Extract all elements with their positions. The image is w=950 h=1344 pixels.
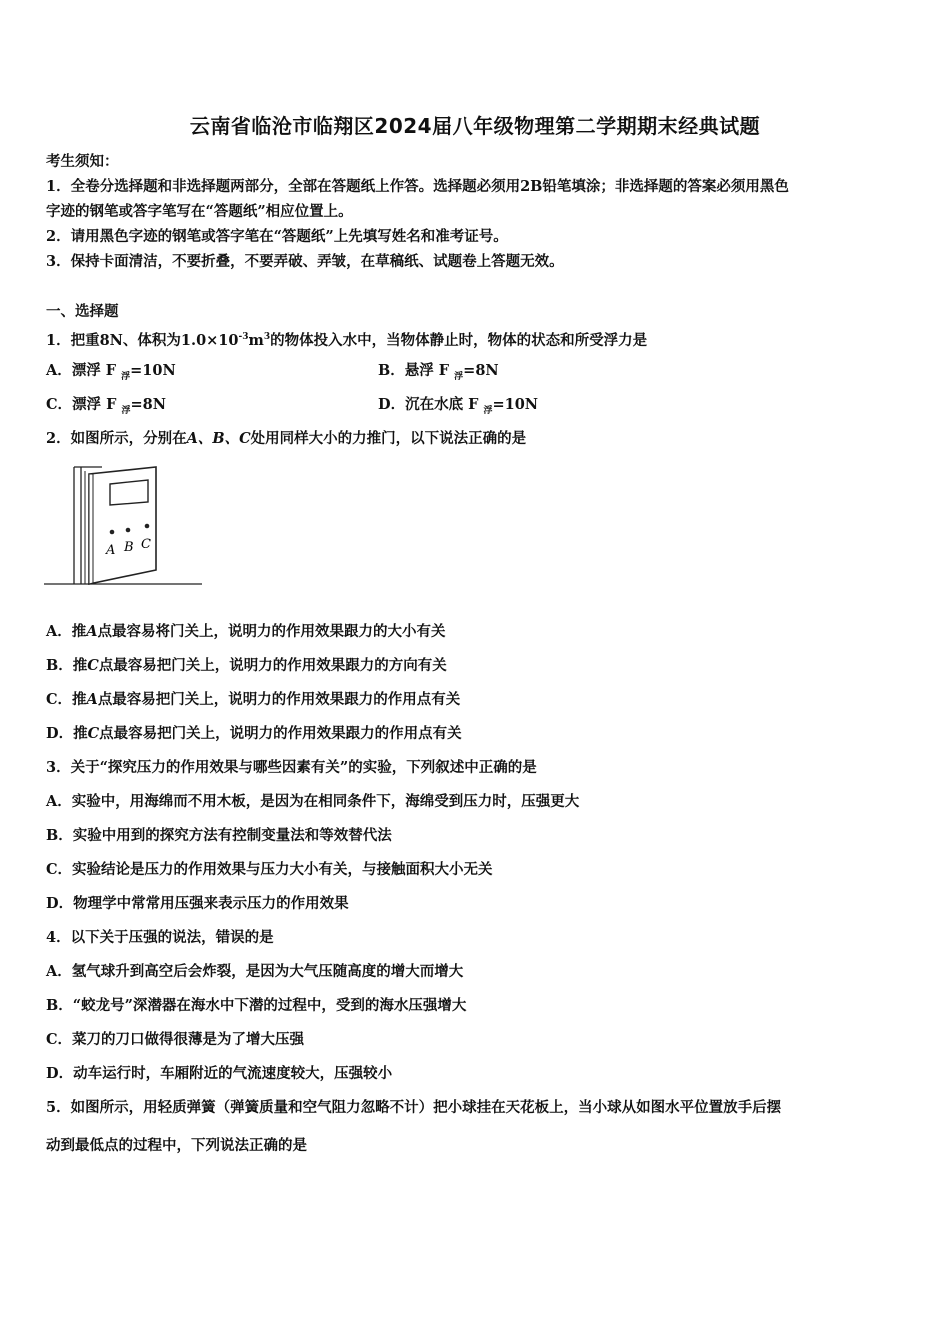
question-5-stem: 5．如图所示，用轻质弹簧（弹簧质量和空气阻力忽略不计）把小球挂在天花板上，当小球从如图水平位置放手后摆	[46, 1099, 782, 1116]
page-title: 云南省临沧市临翔区2024届八年级物理第二学期期末经典试题	[189, 114, 761, 138]
question-3-option-d: D．物理学中常常用压强来表示压力的作用效果	[46, 895, 349, 912]
question-4-option-b: B．“蛟龙号”深潜器在海水中下潜的过程中，受到的海水压强增大	[46, 997, 467, 1014]
point-label-c: C	[141, 537, 151, 552]
question-2-option-b: B．推C点最容易把门关上，说明力的作用效果跟力的方向有关	[46, 657, 447, 674]
notice-item: 字迹的钢笔或答字笔写在“答题纸”相应位置上。	[46, 203, 353, 220]
notice-item: 3．保持卡面清洁，不要折叠，不要弄破、弄皱，在草稿纸、试题卷上答题无效。	[46, 253, 564, 270]
question-2-option-d: D．推C点最容易把门关上，说明力的作用效果跟力的作用点有关	[46, 725, 462, 742]
question-4-option-c: C．菜刀的刀口做得很薄是为了增大压强	[46, 1031, 305, 1048]
door-figure	[44, 462, 204, 588]
notice-item: 2．请用黑色字迹的钢笔或答字笔在“答题纸”上先填写姓名和准考证号。	[46, 228, 508, 245]
question-2-stem: 2．如图所示，分别在A、B、C处用同样大小的力推门，以下说法正确的是	[46, 430, 527, 447]
question-1-option-a: A．漂浮 F $_浮$=10N	[46, 362, 176, 382]
question-1-option-d: D．沉在水底 F $_浮$=10N	[378, 396, 539, 416]
question-4-option-a: A．氢气球升到高空后会炸裂，是因为大气压随高度的增大而增大	[46, 963, 464, 980]
question-3-option-b: B．实验中用到的探究方法有控制变量法和等效替代法	[46, 827, 392, 844]
notice-item: 1．全卷分选择题和非选择题两部分，全部在答题纸上作答。选择题必须用2B铅笔填涂；非选择题的答案必须用黑色	[46, 178, 789, 195]
question-3-stem: 3．关于“探究压力的作用效果与哪些因素有关”的实验，下列叙述中正确的是	[46, 759, 537, 776]
question-2-option-a: A．推A点最容易将门关上，说明力的作用效果跟力的大小有关	[46, 623, 446, 640]
question-2-option-c: C．推A点最容易把门关上，说明力的作用效果跟力的作用点有关	[46, 691, 461, 708]
question-4-stem: 4．以下关于压强的说法，错误的是	[46, 929, 274, 946]
question-3-option-c: C．实验结论是压力的作用效果与压力大小有关，与接触面积大小无关	[46, 861, 493, 878]
notice-heading: 考生须知：	[46, 153, 119, 170]
section-heading: 一、选择题	[46, 303, 119, 320]
question-3-option-a: A．实验中，用海绵而不用木板，是因为在相同条件下，海绵受到压力时，压强更大	[46, 793, 580, 810]
question-1-option-c: C．漂浮 F $_浮$=8N	[46, 396, 166, 416]
question-4-option-d: D．动车运行时，车厢附近的气流速度较大，压强较小	[46, 1065, 393, 1082]
point-label-a: A	[106, 543, 116, 558]
question-5-stem-cont: 动到最低点的过程中，下列说法正确的是	[46, 1137, 307, 1154]
question-1-stem: 1．把重8N、体积为$1.0\times 10^{-3}m^3$的物体投入水中，当物体静止时，物体的状态和所受浮力是	[46, 331, 648, 349]
point-label-b: B	[124, 540, 134, 555]
question-1-option-b: B．悬浮 F $_浮$=8N	[378, 362, 499, 382]
